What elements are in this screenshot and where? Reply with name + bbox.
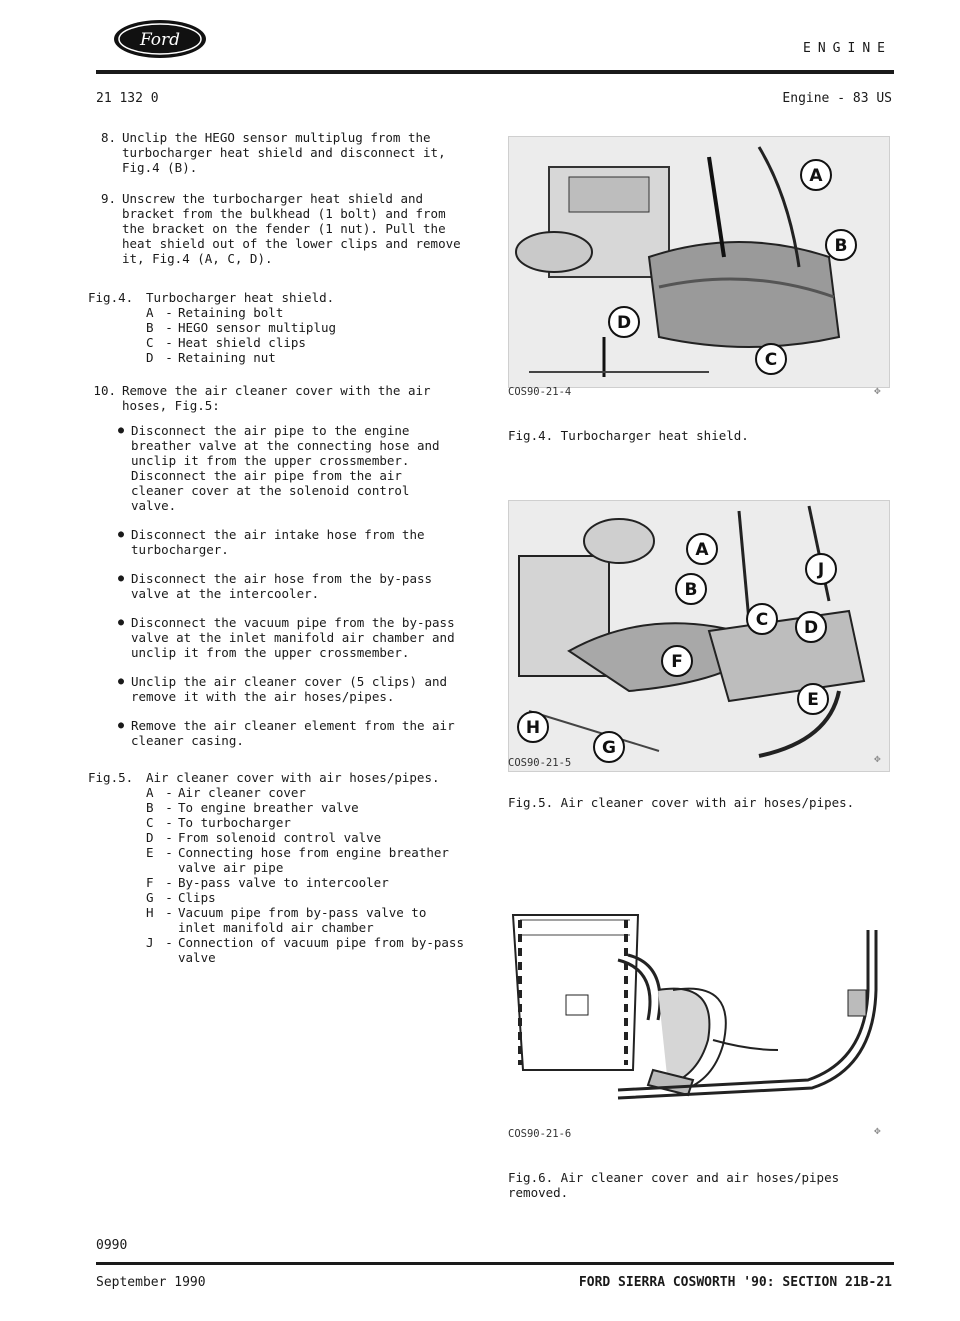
bullet-dot-icon: ● xyxy=(118,617,125,628)
legend-text: Heat shield clips xyxy=(178,335,306,350)
marker-d: D xyxy=(616,313,632,333)
instructions-column xyxy=(88,130,488,983)
legend-key: G xyxy=(146,890,154,905)
page-code: 0990 xyxy=(96,1238,128,1253)
bullet-item xyxy=(118,674,488,704)
legend-key: H xyxy=(146,905,154,920)
legend-text: Clips xyxy=(178,890,216,905)
step-number: 9. xyxy=(100,191,116,206)
step-number: 8. xyxy=(100,130,116,145)
fig4-code: COS90-21-4 xyxy=(508,386,572,398)
legend-item: C - Heat shield clips xyxy=(146,335,488,350)
marker-g: G xyxy=(602,738,616,758)
section-title: ENGINE xyxy=(803,41,892,56)
bullet-dot-icon: ● xyxy=(118,676,125,687)
legend-key: C xyxy=(146,815,154,830)
legend-text: Retaining nut xyxy=(178,350,276,365)
engine-bay-illustration-icon xyxy=(509,137,889,387)
legend-text: HEGO sensor multiplug xyxy=(178,320,337,335)
legend-text: By-pass valve to intercooler xyxy=(178,875,389,890)
bullet-item xyxy=(118,615,488,660)
step-10-bullets xyxy=(118,423,488,748)
legend-item: D - From solenoid control valve xyxy=(146,830,488,845)
bullet-text: Disconnect the air hose from the by-pass valve at the intercooler. xyxy=(131,571,433,601)
marker-j: J xyxy=(817,560,825,580)
marker-b: B xyxy=(834,236,848,256)
step-8 xyxy=(88,130,488,175)
step-text: Unscrew the turbocharger heat shield and bracket from the bulkhead (1 bolt) and from the bracket on the fender (1 nut). Pull the heat shield out of the lower clips and remove it, Fig.4 (A, C, D). xyxy=(122,191,461,266)
fig6-code: COS90-21-6 xyxy=(508,1128,572,1140)
legend-key: A xyxy=(146,305,154,320)
legend-key: B xyxy=(146,320,154,335)
footer-date: September 1990 xyxy=(96,1275,206,1290)
legend-item: E - Connecting hose from engine breather valve air pipe xyxy=(146,845,488,875)
ford-logo xyxy=(112,18,208,60)
legend-item: J - Connection of vacuum pipe from by-pass valve xyxy=(146,935,488,965)
legend-item: C - To turbocharger xyxy=(146,815,488,830)
bullet-text: Remove the air cleaner element from the air cleaner casing. xyxy=(131,718,455,748)
bullet-text: Unclip the air cleaner cover (5 clips) and remove it with the air hoses/pipes. xyxy=(131,674,448,704)
marker-h: H xyxy=(525,718,541,738)
bullet-text: Disconnect the air intake hose from the turbocharger. xyxy=(131,527,425,557)
marker-f: F xyxy=(671,652,683,672)
marker-c: C xyxy=(755,610,769,630)
air-cleaner-cover-drawing-icon xyxy=(508,910,888,1110)
footer-rule xyxy=(96,1262,894,1265)
legend-key: E xyxy=(146,845,154,860)
legend-item: D - Retaining nut xyxy=(146,350,488,365)
legend-key: C xyxy=(146,335,154,350)
header-rule xyxy=(96,70,894,74)
fig4-photo xyxy=(508,136,890,388)
bullet-item xyxy=(118,571,488,601)
air-cleaner-illustration-icon xyxy=(509,501,889,771)
legend-key: D xyxy=(146,350,154,365)
legend-item: A - Air cleaner cover xyxy=(146,785,488,800)
legend-key: B xyxy=(146,800,154,815)
legend-key: D xyxy=(146,830,154,845)
legend-item: A - Retaining bolt xyxy=(146,305,488,320)
legend-text: To engine breather valve xyxy=(178,800,359,815)
bullet-dot-icon: ● xyxy=(118,720,125,731)
legend-text: Connection of vacuum pipe from by-pass valve xyxy=(178,935,464,965)
legend-item: B - To engine breather valve xyxy=(146,800,488,815)
marker-d: D xyxy=(803,618,819,638)
marker-b: B xyxy=(684,580,698,600)
legend-item: B - HEGO sensor multiplug xyxy=(146,320,488,335)
step-text: Remove the air cleaner cover with the air hoses, Fig.5: xyxy=(122,383,431,413)
fig4-legend xyxy=(88,290,488,365)
step-text: Unclip the HEGO sensor multiplug from the turbocharger heat shield and disconnect it, Fig.4 (B). xyxy=(122,130,446,175)
bullet-item xyxy=(118,423,488,513)
page-ref: Engine - 83 US xyxy=(782,91,892,106)
footer-section-title: FORD SIERRA COSWORTH '90: SECTION 21B-21 xyxy=(578,1275,892,1290)
legend-text: Air cleaner cover xyxy=(178,785,306,800)
legend-text: Vacuum pipe from by-pass valve to inlet manifold air chamber xyxy=(178,905,427,935)
step-9 xyxy=(88,191,488,266)
bullet-dot-icon: ● xyxy=(118,425,125,436)
marker-c: C xyxy=(764,350,778,370)
fig4-title: Turbocharger heat shield. xyxy=(146,290,335,305)
legend-text: Retaining bolt xyxy=(178,305,284,320)
legend-text: Connecting hose from engine breather valve air pipe xyxy=(178,845,449,875)
fig5-title: Air cleaner cover with air hoses/pipes. xyxy=(146,770,440,785)
doc-number: 21 132 0 xyxy=(96,91,159,106)
legend-text: To turbocharger xyxy=(178,815,291,830)
bullet-dot-icon: ● xyxy=(118,573,125,584)
legend-text: From solenoid control valve xyxy=(178,830,382,845)
fig5-caption: Fig.5. Air cleaner cover with air hoses/pipes. xyxy=(508,795,855,810)
legend-item: F - By-pass valve to intercooler xyxy=(146,875,488,890)
fig6-caption: Fig.6. Air cleaner cover and air hoses/pipes removed. xyxy=(508,1170,840,1200)
fig5-label: Fig.5. xyxy=(88,770,134,785)
legend-key: F xyxy=(146,875,154,890)
marker-a: A xyxy=(809,166,823,186)
bullet-item xyxy=(118,718,488,748)
north-arrow-icon: ✥ xyxy=(874,1124,881,1137)
bullet-item xyxy=(118,527,488,557)
legend-item: G - Clips xyxy=(146,890,488,905)
bullet-text: Disconnect the air pipe to the engine breather valve at the connecting hose and unclip it from the upper crossmember. Disconnect the air pipe from the air cleaner cover at the solenoid control valve. xyxy=(131,423,440,513)
bullet-dot-icon: ● xyxy=(118,529,125,540)
legend-key: A xyxy=(146,785,154,800)
fig5-legend xyxy=(88,770,488,965)
legend-key: J xyxy=(146,935,154,950)
fig5-photo xyxy=(508,500,890,772)
bullet-text: Disconnect the vacuum pipe from the by-pass valve at the inlet manifold air chamber and unclip it from the upper crossmember. xyxy=(131,615,455,660)
north-arrow-icon: ✥ xyxy=(874,384,881,397)
ford-logo-text: Ford xyxy=(139,30,181,50)
step-number: 10. xyxy=(93,383,116,398)
fig4-label: Fig.4. xyxy=(88,290,134,305)
marker-e: E xyxy=(807,690,819,710)
fig4-caption: Fig.4. Turbocharger heat shield. xyxy=(508,428,749,443)
step-10 xyxy=(88,383,488,413)
legend-item: H - Vacuum pipe from by-pass valve to inlet manifold air chamber xyxy=(146,905,488,935)
north-arrow-icon: ✥ xyxy=(874,752,881,765)
fig5-code: COS90-21-5 xyxy=(508,757,572,769)
fig6-drawing xyxy=(508,910,888,1110)
marker-a: A xyxy=(695,540,709,560)
